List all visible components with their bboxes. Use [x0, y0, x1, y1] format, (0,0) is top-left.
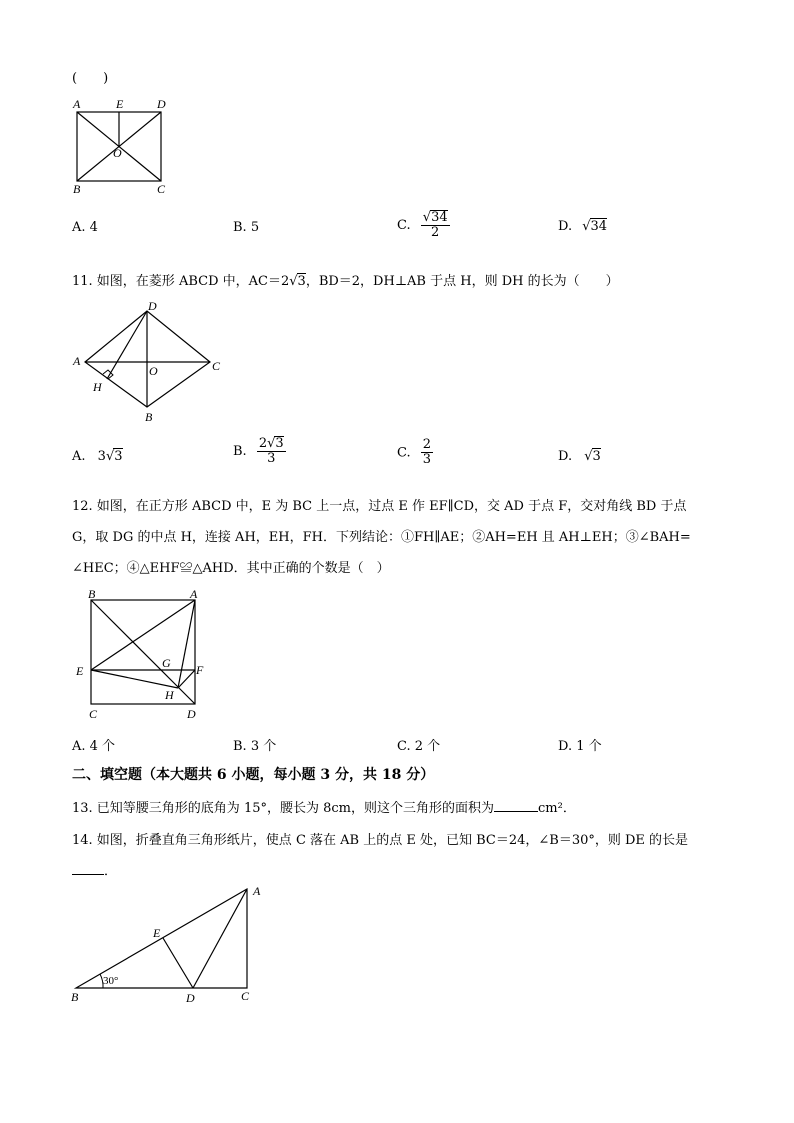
q11-label-b: B — [145, 410, 153, 424]
q10-label-c: C — [157, 182, 166, 196]
q12-label-f: F — [196, 663, 204, 677]
q12-option-b: B. 3 个 — [233, 739, 277, 754]
q12-option-c: C. 2 个 — [397, 739, 441, 754]
q12-stem-line1: 12. 如图，在正方形 ABCD 中，E 为 BC 上一点，过点 E 作 EF∥CD，交 AD 于点 F，交对角线 BD 于点 — [72, 499, 687, 514]
q10-label-a: A — [73, 97, 81, 111]
q14-label-e: E — [153, 926, 161, 940]
q14-stem-line1: 14. 如图，折叠直角三角形纸片，使点 C 落在 AB 上的点 E 处，已知 BC＝24，∠B＝30°，则 DE 的长是 — [72, 833, 689, 848]
q14-label-b: B — [71, 990, 79, 1004]
section-2-title: 二、填空题（本大题共 6 小题，每小题 3 分，共 18 分） — [72, 767, 435, 783]
q14-angle-label: 30° — [103, 975, 119, 987]
q11-label-a: A — [73, 354, 81, 368]
q12-figure-square — [70, 585, 220, 725]
q10-label-b: B — [73, 182, 81, 196]
q14-stem-line2: ． — [72, 860, 117, 879]
q14-label-a: A — [253, 884, 261, 898]
q11-label-c: C — [212, 359, 221, 373]
q10-option-b: B. 5 — [233, 220, 260, 235]
q11-figure-rhombus — [65, 295, 235, 430]
q10-label-e: E — [116, 97, 124, 111]
q12-label-e: E — [76, 664, 84, 678]
q12-stem-line2: G，取 DG 的中点 H，连接 AH，EH，FH．下列结论：①FH∥AE；②AH=EH 且 AH⊥EH；③∠BAH= — [72, 530, 691, 545]
q10-option-d: D. √34 — [558, 219, 608, 234]
q11-option-d: D. √3 — [558, 449, 601, 464]
q11-option-b: B. $\frac{2√3}{3}$ — [233, 436, 284, 467]
q14-figure-triangle — [65, 880, 275, 1005]
q14-answer-blank[interactable] — [72, 862, 104, 875]
q10-label-o: O — [113, 146, 122, 160]
q10-option-c: C. $\frac{√34}{2}$ — [397, 210, 448, 241]
q10-label-d: D — [157, 97, 166, 111]
q12-label-c: C — [89, 707, 98, 721]
q11-label-d: D — [148, 299, 157, 313]
q11-label-o: O — [149, 364, 158, 378]
q12-label-g: G — [162, 656, 171, 670]
q11-stem: 11. 如图，在菱形 ABCD 中，AC＝2√3，BD＝2，DH⊥AB 于点 H，则 DH 的长为（ ） — [72, 274, 619, 289]
q11-label-h: H — [93, 380, 102, 394]
q12-label-h: H — [165, 688, 174, 702]
q12-label-b: B — [88, 587, 96, 601]
q12-label-d: D — [187, 707, 196, 721]
q10-answer-paren: ( ) — [72, 71, 109, 86]
q12-stem-line3: ∠HEC；④△EHF≌△AHD．其中正确的个数是（ ） — [72, 561, 390, 576]
q12-option-d: D. 1 个 — [558, 739, 602, 754]
q11-option-c: C. $\frac{2}{3}$ — [397, 437, 432, 468]
q14-label-d: D — [186, 991, 195, 1005]
q10-figure-rectangle — [60, 95, 180, 195]
q12-option-a: A. 4 个 — [72, 739, 116, 754]
q13-stem: 13. 已知等腰三角形的底角为 15°，腰长为 8cm，则这个三角形的面积为 cm²． — [72, 801, 576, 816]
q12-label-a: A — [190, 587, 198, 601]
q10-option-a: A. 4 — [72, 220, 98, 235]
q13-answer-blank[interactable] — [494, 799, 538, 812]
q14-label-c: C — [241, 989, 250, 1003]
q11-option-a: A. 3√3 — [72, 449, 123, 464]
